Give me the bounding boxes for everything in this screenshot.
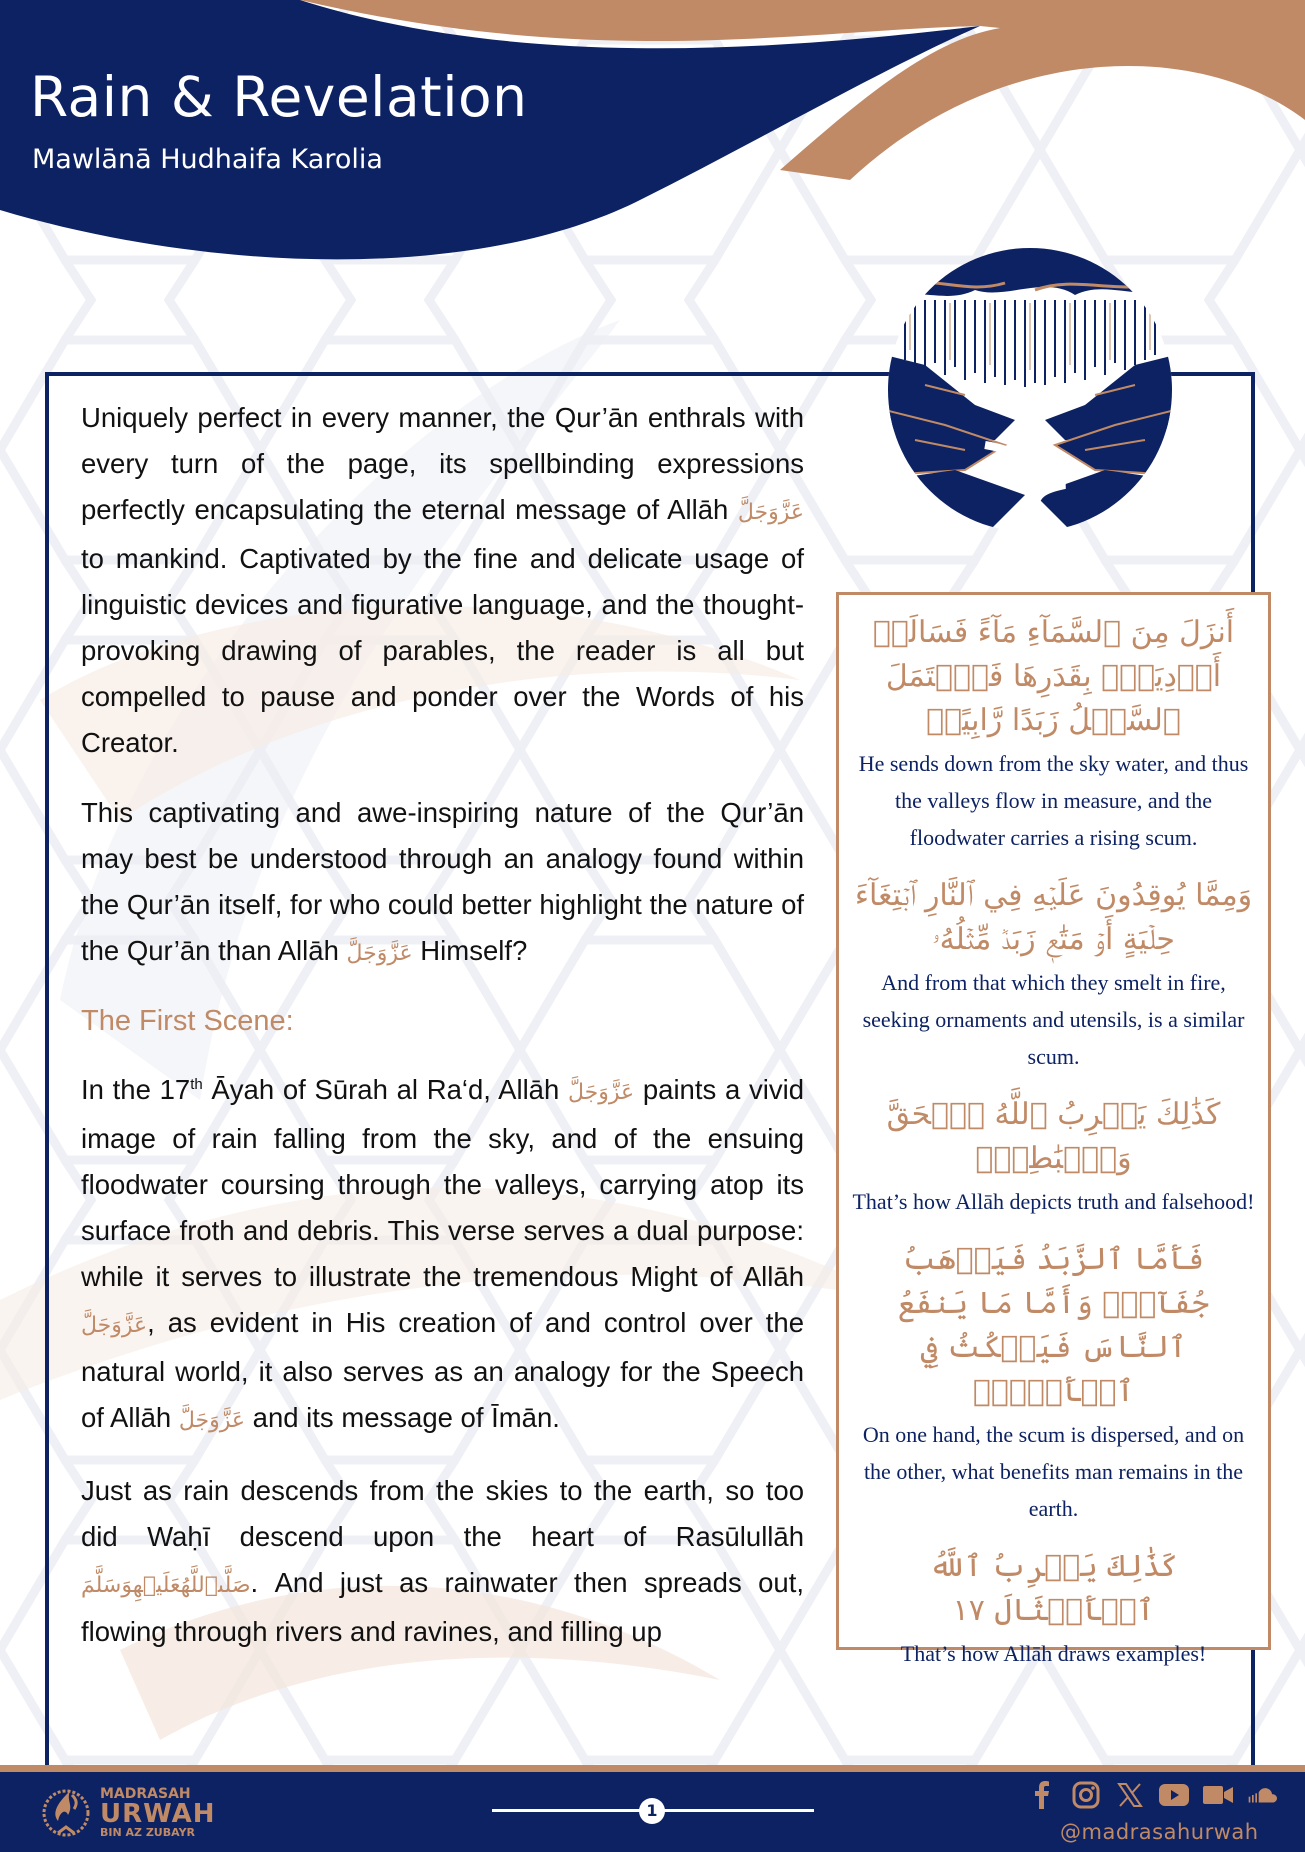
revelation-paragraph: Just as rain descends from the skies to the earth, so too did Waḥī descend upon the heart of Rasūlullāh صَلَّىٱللَّهُعَلَيۡهِوَسَلَّمَ. And just as rainwater then spreads out, flowing through rivers and ravines, and filling up	[81, 1475, 804, 1647]
verse-block	[847, 874, 1260, 1075]
instagram-icon[interactable]	[1071, 1781, 1101, 1809]
facebook-icon[interactable]	[1027, 1781, 1057, 1809]
honorific-azza-wa-jal: عَزَّوَجَلَّ	[737, 500, 804, 525]
video-camera-icon[interactable]	[1203, 1781, 1233, 1809]
honorific-salallahu-alayhi-wasallam: صَلَّىٱللَّهُعَلَيۡهِوَسَلَّمَ	[81, 1573, 251, 1598]
verse-box	[836, 592, 1271, 1666]
section-heading: The First Scene:	[81, 1005, 294, 1037]
social-links	[1027, 1780, 1297, 1810]
page-indicator	[492, 1798, 814, 1822]
author-name: Mawlānā Hudhaifa Karolia	[32, 144, 383, 175]
x-icon[interactable]	[1115, 1781, 1145, 1809]
verse-block	[847, 1093, 1260, 1220]
verse-translation: That’s how Allāh depicts truth and falsehood!	[852, 1189, 1255, 1214]
soundcloud-icon[interactable]	[1247, 1781, 1277, 1809]
header-banner	[0, 0, 1305, 260]
verse-arabic: أَنزَلَ مِنَ ٱلسَّمَآءِ مَآءً فَسَالَتۡ أَوۡدِيَةُۢ بِقَدَرِهَا فَٱحۡتَمَلَ ٱلسَّيۡلُ زَبَدًا رَّابِيًاۖ	[872, 615, 1235, 738]
rain-valley-illustration	[885, 245, 1175, 535]
verse-arabic: وَمِمَّا يُوقِدُونَ عَلَيۡهِ فِي ٱلنَّارِ ٱبۡتِغَآءَ حِلۡيَةٍ أَوۡ مَتَٰعٖ زَبَدٞ مِّثۡلُهُۥ	[854, 878, 1253, 957]
verse-arabic: كَذَٰلِكَ يَضۡرِبُ ٱللَّهُ ٱلۡحَقَّ وَٱلۡبَٰطِلَۚ	[886, 1097, 1221, 1176]
page-title: Rain & Revelation	[30, 65, 528, 129]
madrasah-logo-icon[interactable]	[36, 1781, 96, 1841]
honorific-azza-wa-jal: عَزَّوَجَلَّ	[346, 941, 413, 966]
article-body	[81, 395, 804, 1679]
page-number: 1	[639, 1798, 665, 1824]
scene-paragraph: In the 17th Āyah of Sūrah al Ra‘d, Allāh عَزَّوَجَلَّ paints a vivid image of rain falling from the sky, and of the ensuing floodwater coursing through the valleys, carrying atop its surface froth and debris. This verse serves a dual purpose: while it serves to illustrate the tremendous Might of Allāh عَزَّوَجَلَّ, as evident in His creation of and control over the natural world, it also serves as an analogy for the Speech of Allāh عَزَّوَجَلَّ and its message of Īmān.	[81, 1074, 804, 1433]
social-handle[interactable]: @madrasahurwah	[1060, 1820, 1259, 1844]
honorific-azza-wa-jal: عَزَّوَجَلَّ	[567, 1080, 635, 1105]
verse-block	[847, 611, 1260, 856]
verse-translation: On one hand, the scum is dispersed, and on the other, what benefits man remains in the earth.	[862, 1422, 1245, 1521]
honorific-azza-wa-jal: عَزَّوَجَلَّ	[81, 1313, 148, 1338]
intro-paragraph: Uniquely perfect in every manner, the Qur’ān enthrals with every turn of the page, its spellbinding expressions perfectly encapsulating the eternal message of Allāh عَزَّوَجَلَّ to mankind. Captivated by the fine and delicate usage of linguistic devices and figurative language, and the thought-provoking drawing of parables, the reader is all but compelled to pause and ponder over the Words of his Creator.	[81, 402, 804, 758]
verse-translation: That’s how Allāh draws examples!	[900, 1641, 1207, 1666]
verse-arabic: كَذَٰلِكَ يَضۡرِبُ ٱللَّهُ ٱلۡأَمۡثَالَ ١٧	[929, 1549, 1178, 1628]
madrasah-logo-text[interactable]: MADRASAH URWAH BIN AZ ZUBAYR	[100, 1786, 216, 1839]
analogy-paragraph: This captivating and awe-inspiring nature of the Qur’ān may best be understood through an analogy found within the Qur’ān itself, for who could better highlight the nature of the Qur’ān than Allāh عَزَّوَجَلَّ Himself?	[81, 797, 804, 966]
verse-translation: And from that which they smelt in fire, seeking ornaments and utensils, is a similar scum.	[862, 970, 1245, 1069]
honorific-azza-wa-jal: عَزَّوَجَلَّ	[178, 1408, 246, 1433]
youtube-icon[interactable]	[1159, 1781, 1189, 1809]
verse-block	[847, 1238, 1260, 1527]
verse-block	[847, 1545, 1260, 1672]
verse-arabic: فَأَمَّا ٱلزَّبَدُ فَيَذۡهَبُ جُفَآءٗۖ وَأَمَّا مَا يَنفَعُ ٱلنَّاسَ فَيَمۡكُثُ فِي ٱلۡأَرۡضِۚ	[897, 1242, 1210, 1409]
verse-translation: He sends down from the sky water, and thus the valleys flow in measure, and the floodwater carries a rising scum.	[858, 751, 1249, 850]
